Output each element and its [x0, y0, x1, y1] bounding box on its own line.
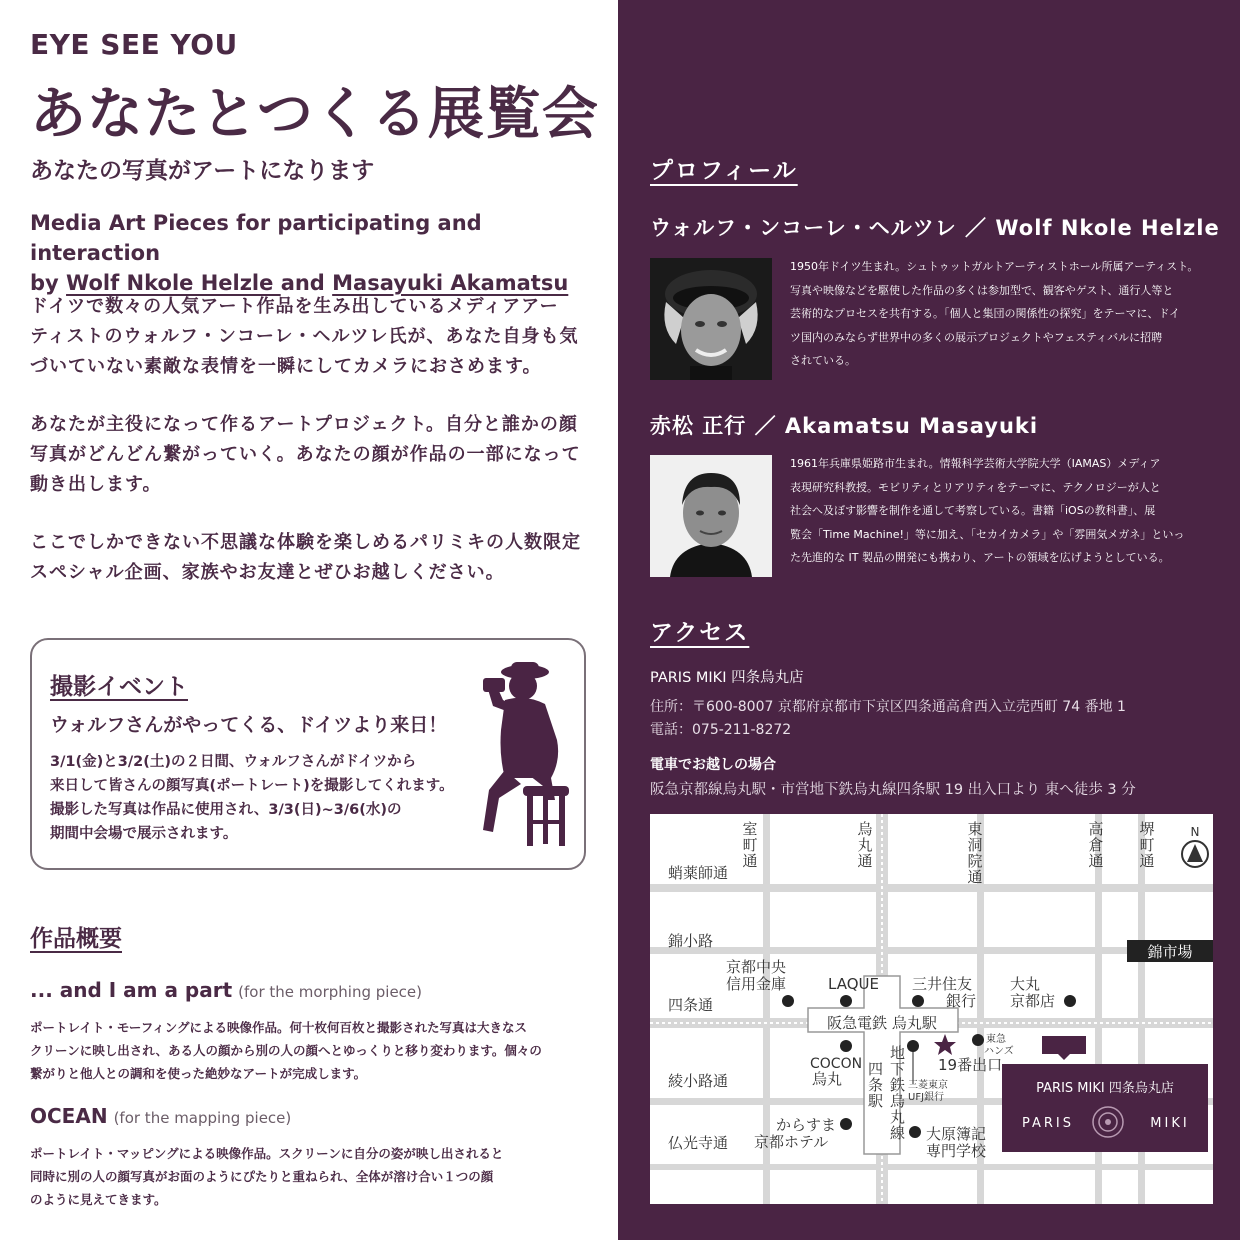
bio-line: 覧会「Time Machine!」等に加え、「セカイカメラ」や「雰囲気メガネ」といっ: [790, 527, 1185, 541]
event-line: 3/1(金)と3/2(土)の２日間、ウォルフさんがドイツから: [50, 754, 417, 770]
photographer-silhouette-icon: [465, 660, 575, 850]
intro-p3-line: スペシャル企画、家族やお友達とぜひお越しください。: [30, 562, 505, 583]
piece2-line: 同時に別の人の顔写真がお面のようにぴたりと重ねられ、全体が溶け合い１つの顔: [30, 1169, 494, 1184]
intro-p2-line: 写真がどんどん繋がっていく。あなたの顔が作品の一部になって: [30, 444, 581, 465]
shinkin-dot: [782, 995, 794, 1007]
street-bukkoji: 仏光寺通: [668, 1134, 729, 1152]
intro-p3-line: ここでしかできない不思議な体験を楽しめるパリミキの人数限定: [30, 532, 581, 553]
event-title: 撮影イベント: [50, 674, 188, 700]
intro-p1-line: づいていない素敵な表情を一瞬にしてカメラにおさめます。: [30, 356, 542, 377]
street-karasuma: 烏丸通: [857, 820, 873, 870]
and-word: and: [280, 271, 333, 295]
bio-line: されている。: [790, 354, 856, 367]
cocon-label-2: 烏丸: [812, 1070, 843, 1088]
svg-text:丸: 丸: [890, 1108, 906, 1126]
bio-line: 表現研究科教授。モビリティとリアリティをテーマに、テクノロジーが人と: [790, 480, 1161, 494]
street-higashinotoin: 東洞院通: [967, 820, 983, 886]
english-line1: Media Art Pieces for participating and interaction: [30, 211, 482, 265]
street-takakura: 高倉通: [1088, 820, 1104, 870]
north-label: N: [1190, 825, 1200, 839]
svg-text:四: 四: [868, 1060, 884, 1078]
artist2-name: 赤松 正行 ／ Akamatsu Masayuki: [650, 414, 1039, 438]
daimaru-label-2: 京都店: [1010, 992, 1056, 1010]
bio-line: 1950年ドイツ生まれ。シュトゥットガルトアーティストホール所属アーティスト。: [790, 260, 1199, 273]
artist1-name: ウォルフ・ンコーレ・ヘルツレ ／ Wolf Nkole Helzle: [650, 216, 1220, 240]
access-heading: アクセス: [650, 620, 750, 646]
piece1-note: (for the morphing piece): [238, 983, 422, 1001]
piece1-line: クリーンに映し出され、ある人の顔から別の人の顔へとゆっくりと移り変わります。個々の: [30, 1043, 542, 1058]
page-title: あなたとつくる展覧会: [30, 82, 599, 147]
tokyu-dot: [972, 1034, 984, 1046]
daimaru-dot: [1064, 995, 1076, 1007]
store-address: 住所：〒600-8007 京都府京都市下京区四条通高倉西入立売西町 74 番地 1: [650, 699, 1126, 715]
intro-p1-line: ドイツで数々の人気アート作品を生み出しているメディアアー: [30, 296, 559, 317]
svg-text:線: 線: [890, 1124, 906, 1142]
piece1-heading: [30, 978, 422, 1002]
laque-label: LAQUE: [828, 975, 879, 993]
piece1-description: [30, 1016, 600, 1085]
bio-line: た先進的な IT 製品の開発にも携わり、アートの領域を広げようとしている。: [790, 551, 1170, 564]
karasuma-label-2: 京都ホテル: [754, 1133, 829, 1151]
piece2-note: (for the mapping piece): [113, 1109, 292, 1127]
piece1-line: 繋がりと他人との調和を使った絶妙なアートが完成します。: [30, 1066, 367, 1081]
event-line: 来日して皆さんの顔写真(ポートレート)を撮影してくれます。: [50, 778, 454, 794]
street-shijo: 四条通: [668, 996, 714, 1014]
piece2-heading: [30, 1104, 291, 1128]
bio-line: 芸術的なプロセスを共有する。「個人と集団の関係性の探究」をテーマに、ドイ: [790, 307, 1180, 320]
store-name: PARIS MIKI 四条烏丸店: [650, 670, 804, 686]
map-canvas: [650, 814, 1213, 1204]
artist2-link: Masayuki Akamatsu: [332, 271, 569, 295]
cocon-dot: [840, 1040, 852, 1052]
bio-line: ツ国内のみならず世界中の多くの展示プロジェクトやフェスティバルに招聘: [790, 330, 1163, 344]
intro-p2-line: あなたが主役になって作るアートプロジェクト。自分と誰かの顔: [30, 414, 578, 435]
train-heading: 電車でお越しの場合: [650, 757, 776, 773]
street-sakaimachi: 堺町通: [1139, 820, 1155, 870]
intro-paragraph-3: [30, 528, 590, 588]
ohara-dot: [909, 1126, 921, 1138]
piece1-name: ... and I am a part: [30, 978, 233, 1002]
svg-text:鉄: 鉄: [890, 1076, 906, 1094]
artist1-portrait: [650, 258, 772, 380]
cocon-label-1: COCON: [810, 1056, 863, 1072]
tokyu-label-1: 東急: [986, 1034, 1006, 1045]
bio-line: 1961年兵庫県姫路市生まれ。情報科学芸術大学院大学（IAMAS）メディア: [790, 457, 1161, 470]
mufg-label-1: 三菱東京: [908, 1080, 948, 1091]
piece2-name: OCEAN: [30, 1104, 108, 1128]
svg-text:烏: 烏: [890, 1092, 906, 1110]
artist1-bio: [790, 255, 1216, 373]
mufg-label-2: UFJ銀行: [908, 1092, 945, 1103]
laque-dot: [840, 995, 852, 1007]
portrait-akamatsu-icon: [650, 455, 772, 577]
mitsui-label-2: 銀行: [946, 992, 977, 1010]
store-phone: 電話：075-211-8272: [650, 722, 792, 738]
kicker: EYE SEE YOU: [30, 28, 238, 61]
hankyu-karasuma-label: 阪急電鉄 烏丸駅: [827, 1014, 937, 1032]
profile-heading: プロフィール: [650, 158, 798, 184]
mufg-dot: [907, 1040, 919, 1052]
street-muromachi: 室町通: [742, 820, 758, 870]
bio-line: 写真や映像などを駆使した作品の多くは参加型で、観客やゲスト、通行人等と: [790, 283, 1174, 297]
karasuma-hotel-dot: [840, 1118, 852, 1130]
karasuma-label-1: からすま: [776, 1116, 837, 1134]
nishiki-market-label: 錦市場: [1147, 943, 1193, 961]
tokyu-label-2: ハンズ: [984, 1046, 1014, 1057]
street-ayanokoji: 綾小路通: [668, 1072, 729, 1090]
ohara-label-1: 大原簿記: [926, 1125, 987, 1143]
intro-paragraph-2: [30, 410, 590, 500]
mitsui-label-1: 三井住友: [912, 975, 973, 993]
intro-paragraph-1: [30, 292, 590, 382]
page-subtitle: あなたの写真がアートになります: [30, 158, 375, 184]
svg-text:条: 条: [868, 1076, 884, 1094]
street-nishikikoji: 錦小路: [668, 932, 714, 950]
logo-paris-text: PARIS: [1021, 1116, 1075, 1131]
piece2-line: ポートレイト・マッピングによる映像作品。スクリーンに自分の姿が映し出されると: [30, 1146, 504, 1161]
event-subtitle: ウォルフさんがやってくる、ドイツより来日！: [50, 714, 448, 736]
exit19-label: 19番出口: [938, 1056, 1003, 1074]
logo-miki-text: MIKI: [1150, 1116, 1190, 1131]
shop-marker: [1042, 1036, 1086, 1054]
artist2-portrait: [650, 455, 772, 577]
left-column: [0, 0, 618, 1240]
event-body: [50, 750, 470, 846]
piece2-line: のように見えてきます。: [30, 1192, 167, 1207]
artist1-link: Wolf Nkole Helzle: [66, 271, 281, 295]
by-word: by: [30, 271, 67, 295]
works-title: 作品概要: [30, 926, 122, 952]
intro-p2-line: 動き出します。: [30, 474, 162, 495]
english-credit: [30, 208, 600, 298]
daimaru-label-1: 大丸: [1010, 975, 1041, 993]
piece1-line: ポートレイト・モーフィングによる映像作品。何十枚何百枚と撮影された写真は大きなス: [30, 1020, 528, 1035]
intro-p1-line: ティストのウォルフ・ンコーレ・ヘルツレ氏が、あなた自身も気: [30, 326, 579, 347]
mitsui-dot: [912, 995, 924, 1007]
svg-text:下: 下: [890, 1060, 906, 1078]
shop-box-label: PARIS MIKI 四条烏丸店: [1036, 1081, 1174, 1096]
piece2-description: [30, 1142, 600, 1211]
event-line: 期間中会場で展示されます。: [50, 826, 238, 842]
svg-text:駅: 駅: [868, 1092, 884, 1110]
train-directions: 阪急京都線烏丸駅・市営地下鉄烏丸線四条駅 19 出入口より 東へ徒歩 3 分: [650, 782, 1136, 798]
access-map: [650, 814, 1213, 1204]
street-takoyakushi: 蛸薬師通: [668, 864, 729, 882]
svg-text:地: 地: [890, 1044, 906, 1062]
shinkin-label-2: 信用金庫: [726, 975, 787, 993]
event-line: 撮影した写真は作品に使用され、3/3(日)~3/6(水)の: [50, 802, 402, 818]
portrait-wolf-icon: [650, 258, 772, 380]
bio-line: 社会へ及ぼす影響を制作を通して考察している。書籍「iOSの教科書」、展: [790, 504, 1156, 517]
shinkin-label-1: 京都中央: [726, 958, 787, 976]
artist2-bio: [790, 452, 1216, 570]
ohara-label-2: 専門学校: [926, 1142, 987, 1160]
